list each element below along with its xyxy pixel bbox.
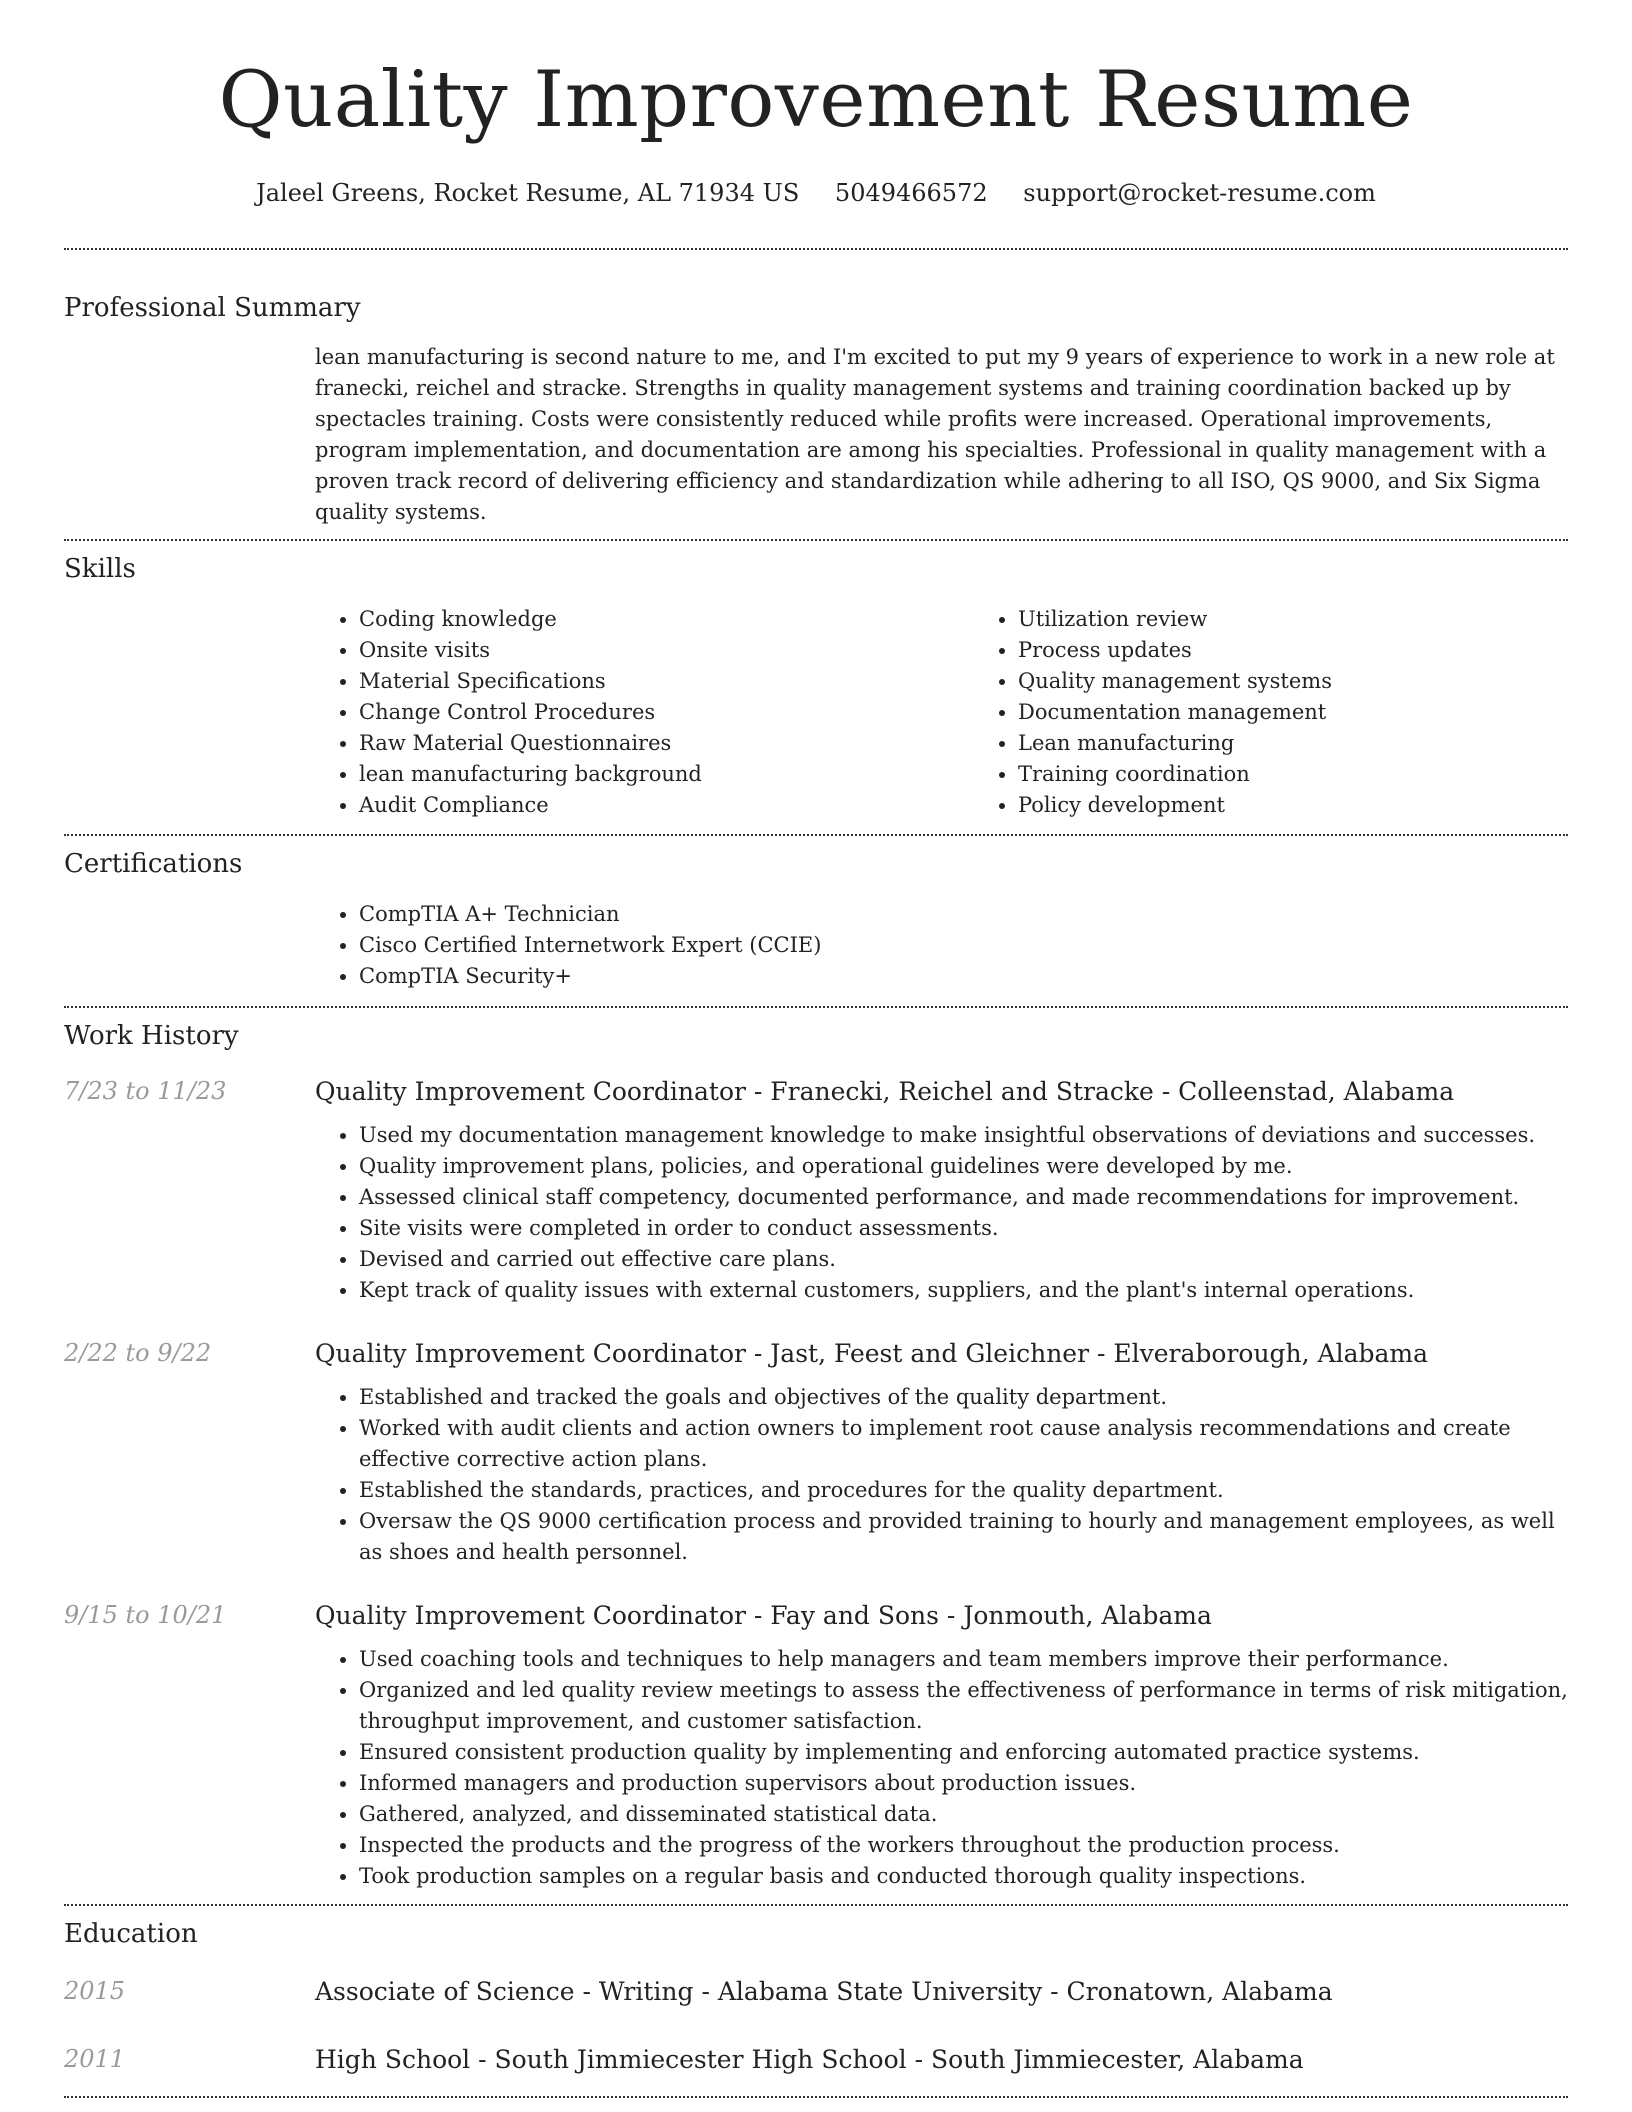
- job-bullet: • Worked with audit clients and action owners to implement root cause analysis recommendations and create effective corrective action plans.: [359, 1413, 1568, 1475]
- skill-item: • Audit Compliance: [359, 790, 974, 821]
- job-bullet: • Oversaw the QS 9000 certification process and provided training to hourly and management employees, as well as shoes and health personnel.: [359, 1506, 1568, 1568]
- job-dates: 7/23 to 11/23: [64, 1077, 227, 1105]
- job-bullet: • Established and tracked the goals and objectives of the quality department.: [359, 1382, 1568, 1413]
- skill-item: • Coding knowledge: [359, 604, 974, 635]
- job-bullets: [315, 1644, 1568, 1892]
- certification-item: • CompTIA Security+: [359, 961, 1568, 992]
- education-entry: [64, 1976, 1568, 2008]
- skill-item: • Documentation management: [1018, 697, 1632, 728]
- summary-text: lean manufacturing is second nature to me, and I'm excited to put my 9 years of experience to work in a new role at franecki, reichel and stracke. Strengths in quality management systems and training coordination backed up by spectacles training. Costs were consistently reduced while profits were increased. Operational improvements, program implementation, and documentation are among his specialties. Professional in quality management with a proven track record of delivering efficiency and standardization while adhering to all ISO, QS 9000, and Six Sigma quality systems.: [315, 345, 1555, 524]
- contact-phone: 5049466572: [834, 179, 988, 207]
- job-bullet: • Kept track of quality issues with external customers, suppliers, and the plant's internal operations.: [359, 1275, 1568, 1306]
- skill-item: • Lean manufacturing: [1018, 728, 1632, 759]
- section-heading-work-history: Work History: [64, 1021, 239, 1051]
- job-bullet: • Informed managers and production supervisors about production issues.: [359, 1768, 1568, 1799]
- job-bullet: • Site visits were completed in order to conduct assessments.: [359, 1213, 1568, 1244]
- job-dates: 9/15 to 10/21: [64, 1601, 227, 1629]
- skill-item: • Quality management systems: [1018, 666, 1632, 697]
- section-heading-education: Education: [64, 1919, 198, 1949]
- section-heading-summary: Professional Summary: [64, 293, 361, 323]
- education-year: 2015: [64, 1977, 126, 2005]
- skill-item: • Policy development: [1018, 790, 1632, 821]
- job-bullet: • Used coaching tools and techniques to help managers and team members improve their performance.: [359, 1644, 1568, 1675]
- job-bullets: [315, 1120, 1568, 1306]
- skill-item: • Training coordination: [1018, 759, 1632, 790]
- job-bullet: • Organized and led quality review meetings to assess the effectiveness of performance in terms of risk mitigation, throughput improvement, and customer satisfaction.: [359, 1675, 1568, 1737]
- contact-line: [64, 178, 1568, 208]
- job-dates: 2/22 to 9/22: [64, 1339, 212, 1367]
- job-bullet: • Took production samples on a regular basis and conducted thorough quality inspections.: [359, 1861, 1568, 1892]
- contact-address: Jaleel Greens, Rocket Resume, AL 71934 US: [256, 179, 800, 207]
- divider: [64, 1006, 1568, 1008]
- education-entry: [64, 2044, 1568, 2076]
- job-entry: [64, 1338, 1568, 1568]
- job-title: Quality Improvement Coordinator - Jast, Feest and Gleichner - Elveraborough, Alabama: [315, 1339, 1429, 1368]
- skill-item: • Utilization review: [1018, 604, 1632, 635]
- job-bullet: • Assessed clinical staff competency, documented performance, and made recommendations for improvement.: [359, 1182, 1568, 1213]
- job-entry: [64, 1600, 1568, 1892]
- resume-header: [64, 0, 1568, 208]
- skill-item: • Onsite visits: [359, 635, 974, 666]
- skills-list-right: [974, 604, 1632, 821]
- education-title: High School - South Jimmiecester High School - South Jimmiecester, Alabama: [315, 2045, 1304, 2074]
- job-bullet: • Used my documentation management knowledge to make insightful observations of deviations and successes.: [359, 1120, 1568, 1151]
- resume-title: Quality Improvement Resume: [218, 55, 1414, 145]
- job-bullet: • Quality improvement plans, policies, and operational guidelines were developed by me.: [359, 1151, 1568, 1182]
- skills-list-left: [315, 604, 974, 821]
- work-history-section: [64, 1020, 1568, 1892]
- skill-item: • lean manufacturing background: [359, 759, 974, 790]
- skill-item: • Change Control Procedures: [359, 697, 974, 728]
- job-title: Quality Improvement Coordinator - Fay and Sons - Jonmouth, Alabama: [315, 1601, 1212, 1630]
- skill-item: • Material Specifications: [359, 666, 974, 697]
- certifications-section: [64, 848, 1568, 992]
- skill-item: • Raw Material Questionnaires: [359, 728, 974, 759]
- education-title: Associate of Science - Writing - Alabama State University - Cronatown, Alabama: [315, 1977, 1333, 2006]
- education-section: [64, 1918, 1568, 2076]
- certifications-list: [315, 899, 1568, 992]
- divider: [64, 248, 1568, 250]
- job-entry: [64, 1076, 1568, 1306]
- skill-item: • Process updates: [1018, 635, 1632, 666]
- section-heading-certifications: Certifications: [64, 849, 243, 879]
- job-bullet: • Devised and carried out effective care plans.: [359, 1244, 1568, 1275]
- certification-item: • Cisco Certified Internetwork Expert (CCIE): [359, 930, 1568, 961]
- section-heading-skills: Skills: [64, 554, 136, 584]
- job-bullet: • Inspected the products and the progress of the workers throughout the production process.: [359, 1830, 1568, 1861]
- skills-section: [64, 553, 1568, 821]
- divider: [64, 2096, 1568, 2098]
- job-bullet: • Ensured consistent production quality by implementing and enforcing automated practice systems.: [359, 1737, 1568, 1768]
- summary-section: [64, 292, 1568, 528]
- divider: [64, 539, 1568, 541]
- job-bullets: [315, 1382, 1568, 1568]
- job-bullet: • Gathered, analyzed, and disseminated statistical data.: [359, 1799, 1568, 1830]
- certification-item: • CompTIA A+ Technician: [359, 899, 1568, 930]
- education-year: 2011: [64, 2045, 126, 2073]
- divider: [64, 1904, 1568, 1906]
- job-title: Quality Improvement Coordinator - Franecki, Reichel and Stracke - Colleenstad, Alabama: [315, 1077, 1455, 1106]
- contact-email: support@rocket-resume.com: [1023, 179, 1376, 207]
- divider: [64, 834, 1568, 836]
- job-bullet: • Established the standards, practices, and procedures for the quality department.: [359, 1475, 1568, 1506]
